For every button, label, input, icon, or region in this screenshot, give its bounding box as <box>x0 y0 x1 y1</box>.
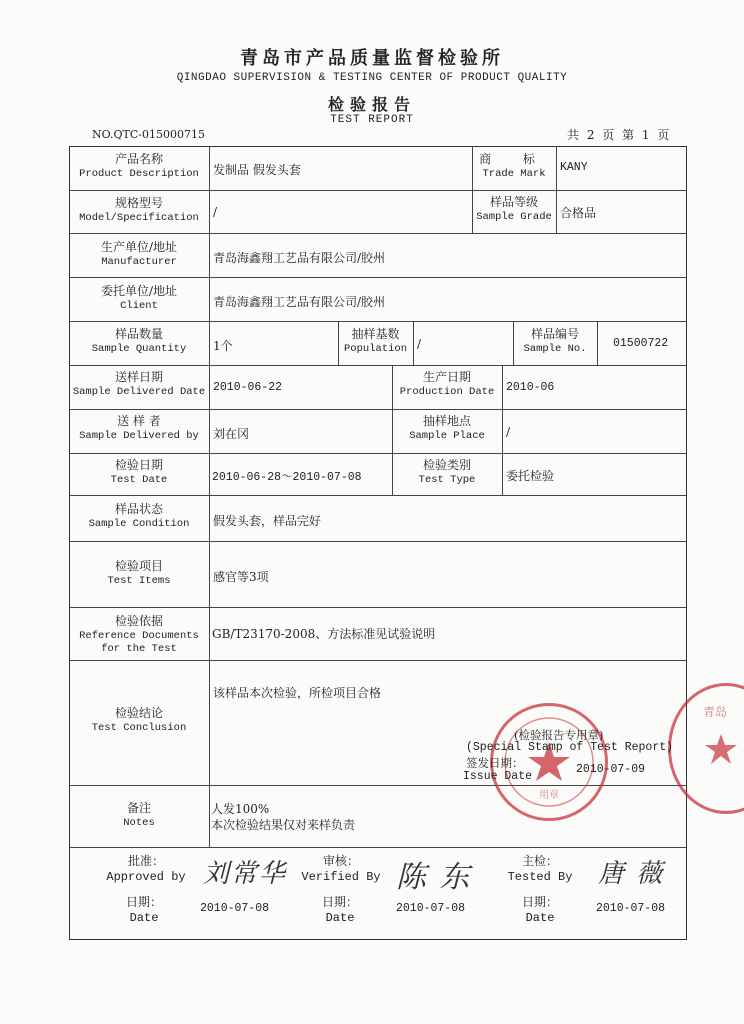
notes-line-1: 人发100% <box>211 802 270 816</box>
verified-label: 审核： Verified By <box>301 854 381 884</box>
grade-value: 合格品 <box>560 206 597 220</box>
sample-place-label: 抽样地点 Sample Place <box>409 414 485 442</box>
column-divider <box>413 321 414 365</box>
approved-date-label: 日期： Date <box>125 895 162 925</box>
row-divider <box>69 233 687 234</box>
column-divider <box>597 321 598 365</box>
row-divider <box>69 190 687 191</box>
condition-label: 样品状态 Sample Condition <box>88 502 190 530</box>
approved-date-value: 2010-07-08 <box>200 902 270 915</box>
svg-text:青岛: 青岛 <box>703 705 728 719</box>
page-info: 共 2 页 第 1 页 <box>567 128 672 142</box>
notes-line-2: 本次检验结果仅对来样负责 <box>211 818 356 832</box>
delivered-date-label: 送样日期 Sample Delivered Date <box>72 370 206 398</box>
column-divider <box>556 146 557 233</box>
secondary-seal-stamp <box>668 683 744 814</box>
test-type-label: 检验类别 Test Type <box>418 458 476 486</box>
production-date-value: 2010-06 <box>506 381 555 394</box>
tested-date-value: 2010-07-08 <box>596 902 666 915</box>
production-date-label: 生产日期 Production Date <box>399 370 495 398</box>
delivered-by-label: 送 样 者 Sample Delivered by <box>79 414 199 442</box>
trademark-label: 商 标 Trade Mark <box>479 152 549 180</box>
organization-title-zh: 青岛市产品质量监督检验所 <box>240 48 504 69</box>
report-title-en: TEST REPORT <box>330 114 414 126</box>
manufacturer-value: 青岛海鑫翔工艺品有限公司/胶州 <box>213 251 386 265</box>
verified-date-label: 日期： Date <box>321 895 358 925</box>
model-value: / <box>213 205 218 219</box>
row-divider <box>69 607 687 608</box>
stamp-label-en: (Special Stamp of Test Report) <box>466 741 674 754</box>
conclusion-value: 该样品本次检验，所检项目合格 <box>213 686 382 700</box>
test-date-label: 检验日期 Test Date <box>110 458 168 486</box>
quantity-value: 1个 <box>213 339 233 353</box>
client-value: 青岛海鑫翔工艺品有限公司/胶州 <box>213 295 386 309</box>
product-value: 发制品 假发头套 <box>213 163 301 177</box>
tested-label: 主检： Tested By <box>507 854 573 884</box>
organization-title-en: QINGDAO SUPERVISION & TESTING CENTER OF PRODUCT QUALITY <box>176 72 568 84</box>
verified-date-value: 2010-07-08 <box>396 902 466 915</box>
model-label: 规格型号 Model/Specification <box>79 196 199 224</box>
verified-signature: 陈 东 <box>396 860 472 895</box>
report-title-zh: 检验报告 <box>327 95 416 114</box>
row-divider <box>69 541 687 542</box>
conclusion-label: 检验结论 Test Conclusion <box>91 706 187 734</box>
sample-no-label: 样品编号 Sample No. <box>523 327 587 355</box>
manufacturer-label: 生产单位/地址 Manufacturer <box>100 240 178 268</box>
row-divider <box>69 409 687 410</box>
approved-signature: 刘常华 <box>203 859 288 889</box>
red-seal-star-icon <box>671 686 744 811</box>
delivered-date-value: 2010-06-22 <box>213 381 283 394</box>
report-number: NO.QTC-015000715 <box>92 128 205 141</box>
issue-label-en: Issue Date <box>463 770 533 783</box>
tested-date-label: 日期： Date <box>521 895 558 925</box>
row-divider <box>69 660 687 661</box>
sample-place-value: / <box>506 425 511 439</box>
tested-signature: 唐 薇 <box>598 859 665 889</box>
delivered-by-value: 刘在冈 <box>213 427 250 441</box>
client-label: 委托单位/地址 Client <box>100 284 178 312</box>
stamp-label-zh: (检验报告专用章) <box>514 728 604 742</box>
items-value: 感官等3项 <box>213 570 269 584</box>
row-divider <box>69 365 687 366</box>
issue-date-value: 2010-07-09 <box>576 763 646 776</box>
svg-text:用章: 用章 <box>539 790 559 801</box>
population-label: 抽样基数 Population <box>343 327 407 355</box>
test-type-value: 委托检验 <box>506 469 555 483</box>
issue-label-zh: 签发日期： <box>466 756 524 770</box>
approved-label: 批准： Approved by <box>106 854 186 884</box>
row-divider <box>69 847 687 848</box>
notes-label: 备注 Notes <box>123 801 155 829</box>
column-divider <box>209 146 210 847</box>
row-divider <box>69 277 687 278</box>
product-label: 产品名称 Product Description <box>79 152 199 180</box>
condition-value: 假发头套，样品完好 <box>213 514 322 528</box>
population-value: / <box>417 337 422 351</box>
row-divider <box>69 495 687 496</box>
quantity-label: 样品数量 Sample Quantity <box>91 327 187 355</box>
reference-label: 检验依据 Reference Documents for the Test <box>79 614 199 656</box>
trademark-value: KANY <box>560 161 588 174</box>
reference-value: GB/T23170-2008、方法标准见试验说明 <box>212 627 436 641</box>
sample-no-value: 01500722 <box>613 337 669 350</box>
items-label: 检验项目 Test Items <box>107 559 171 587</box>
row-divider <box>69 453 687 454</box>
column-divider <box>502 365 503 495</box>
row-divider <box>69 321 687 322</box>
grade-label: 样品等级 Sample Grade <box>476 195 552 223</box>
test-date-value: 2010-06-28～2010-07-08 <box>212 471 362 484</box>
